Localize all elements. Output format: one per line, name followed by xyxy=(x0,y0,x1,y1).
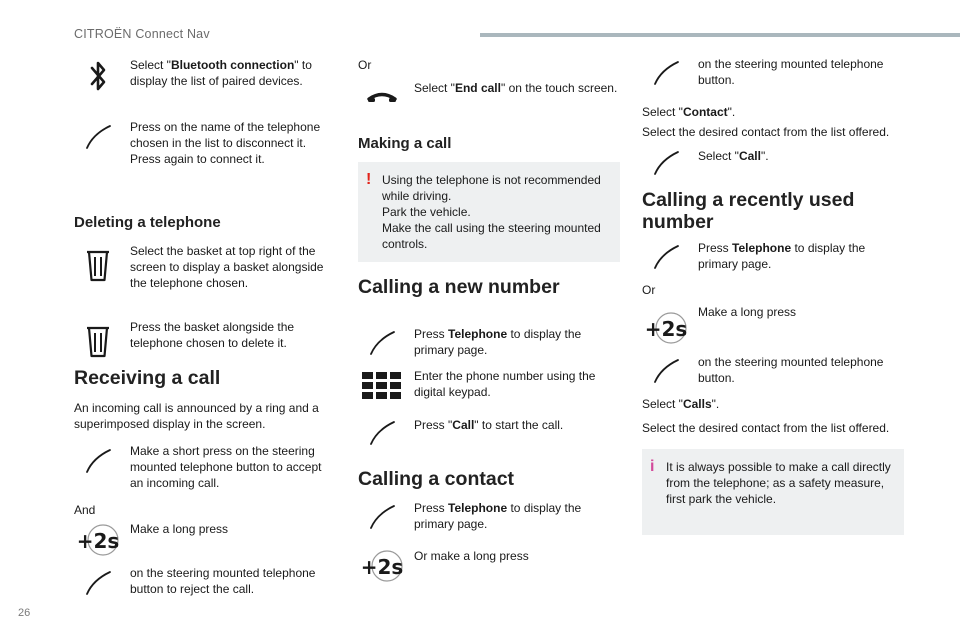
or-text: Or xyxy=(358,58,372,72)
instruction-steering-top xyxy=(642,54,904,94)
new-number-heading: Calling a new number xyxy=(358,276,560,298)
select-call-text: Select "Call". xyxy=(698,149,769,163)
long-press-text: Make a long press xyxy=(130,522,229,536)
and-text: And xyxy=(74,503,96,517)
end-call-text: Select "End call" on the touch screen. xyxy=(414,81,618,95)
instruction-short-press xyxy=(74,440,336,492)
instruction-end-call xyxy=(358,78,620,118)
steering-mid-text: on the steering mounted telephone button. xyxy=(698,355,884,385)
recent-number-heading: Calling a recently used number xyxy=(642,189,855,233)
instruction-press-name xyxy=(74,116,336,168)
enter-number-text: Enter the phone number using the digital keypad. xyxy=(414,369,596,399)
receiving-intro-text: An incoming call is announced by a ring and a superimposed display in the screen. xyxy=(74,401,319,431)
select-contact-text: Select "Contact". xyxy=(642,105,736,119)
instruction-recent-long-press xyxy=(642,302,904,346)
making-call-heading: Making a call xyxy=(358,135,452,152)
touch-finger-icon xyxy=(644,144,688,182)
page-number: 26 xyxy=(18,607,31,619)
long-press-badge-text: +2s xyxy=(644,317,688,341)
info-note xyxy=(642,449,904,535)
touch-finger-icon xyxy=(76,564,120,602)
touch-finger-icon xyxy=(644,352,688,390)
info-icon: i xyxy=(650,458,655,475)
recent-long-press-text: Make a long press xyxy=(698,305,797,319)
long-press-2s-icon xyxy=(76,520,120,560)
warning-note xyxy=(358,162,620,262)
keypad-icon xyxy=(360,368,404,404)
press-call-text: Press "Call" to start the call. xyxy=(414,418,564,432)
header-title: CITROËN Connect Nav xyxy=(74,27,210,41)
steering-top-text: on the steering mounted telephone button. xyxy=(698,57,884,87)
delete-select-text: Select the basket at top right of the screen to display a basket alongside the telephone chosen. xyxy=(130,244,324,290)
touch-finger-icon xyxy=(644,54,688,92)
long-press-badge-text: +2s xyxy=(360,555,404,579)
bluetooth-icon xyxy=(76,56,120,96)
select-calls-text: Select "Calls". xyxy=(642,397,720,411)
contact-press-telephone-text: Press Telephone to display the primary page. xyxy=(414,501,582,531)
touch-finger-icon xyxy=(644,238,688,276)
or-long-press-text: Or make a long press xyxy=(414,549,529,563)
touch-finger-icon xyxy=(360,414,404,452)
touch-finger-icon xyxy=(360,498,404,536)
long-press-2s-icon xyxy=(644,306,688,350)
instruction-keypad xyxy=(358,366,620,410)
instruction-or-long-press xyxy=(358,544,620,588)
or-text: Or xyxy=(642,283,656,297)
touch-finger-icon xyxy=(76,442,120,480)
instruction-delete-select xyxy=(74,240,336,296)
receiving-heading: Receiving a call xyxy=(74,367,221,389)
basket-icon xyxy=(76,244,120,288)
press-name-text: Press on the name of the telephone chosen in the list to disconnect it. Press again to connect it. xyxy=(130,120,321,166)
touch-finger-icon xyxy=(360,324,404,362)
reject-text: on the steering mounted telephone button to reject the call. xyxy=(130,566,316,596)
select-contact-list-text: Select the desired contact from the list offered. xyxy=(642,125,890,139)
touch-finger-icon xyxy=(76,118,120,156)
header-bar xyxy=(480,33,960,37)
instruction-contact-press-telephone xyxy=(358,498,620,538)
instruction-select-call xyxy=(642,144,904,180)
delete-press-text: Press the basket alongside the telephone chosen to delete it. xyxy=(130,320,295,350)
warning-text: Using the telephone is not recommended while driving. Park the vehicle. Make the call using the steering mounted controls. xyxy=(382,173,601,251)
basket-icon xyxy=(76,320,120,364)
instruction-recent-press-telephone xyxy=(642,238,904,278)
warning-icon: ! xyxy=(366,171,372,188)
info-text: It is always possible to make a call directly from the telephone; as a safety measure, first park the vehicle. xyxy=(666,460,891,506)
select-contact-list-text-2: Select the desired contact from the list offered. xyxy=(642,421,890,435)
deleting-heading: Deleting a telephone xyxy=(74,214,221,231)
instruction-press-telephone xyxy=(358,324,620,364)
instruction-long-press xyxy=(74,518,336,560)
long-press-badge-text: +2s xyxy=(76,529,120,553)
instruction-press-call xyxy=(358,414,620,454)
short-press-text: Make a short press on the steering mounted telephone button to accept an incoming call. xyxy=(130,444,322,490)
bluetooth-instruction-text: Select "Bluetooth connection" to display the list of paired devices. xyxy=(130,58,312,88)
contact-heading: Calling a contact xyxy=(358,468,515,490)
instruction-steering-mid xyxy=(642,352,904,392)
instruction-reject xyxy=(74,562,336,598)
instruction-bluetooth xyxy=(74,54,336,100)
press-telephone-text: Press Telephone to display the primary page. xyxy=(414,327,582,357)
instruction-delete-press xyxy=(74,316,336,362)
long-press-2s-icon xyxy=(360,544,404,588)
recent-press-telephone-text: Press Telephone to display the primary page. xyxy=(698,241,866,271)
hang-up-icon xyxy=(360,80,404,114)
